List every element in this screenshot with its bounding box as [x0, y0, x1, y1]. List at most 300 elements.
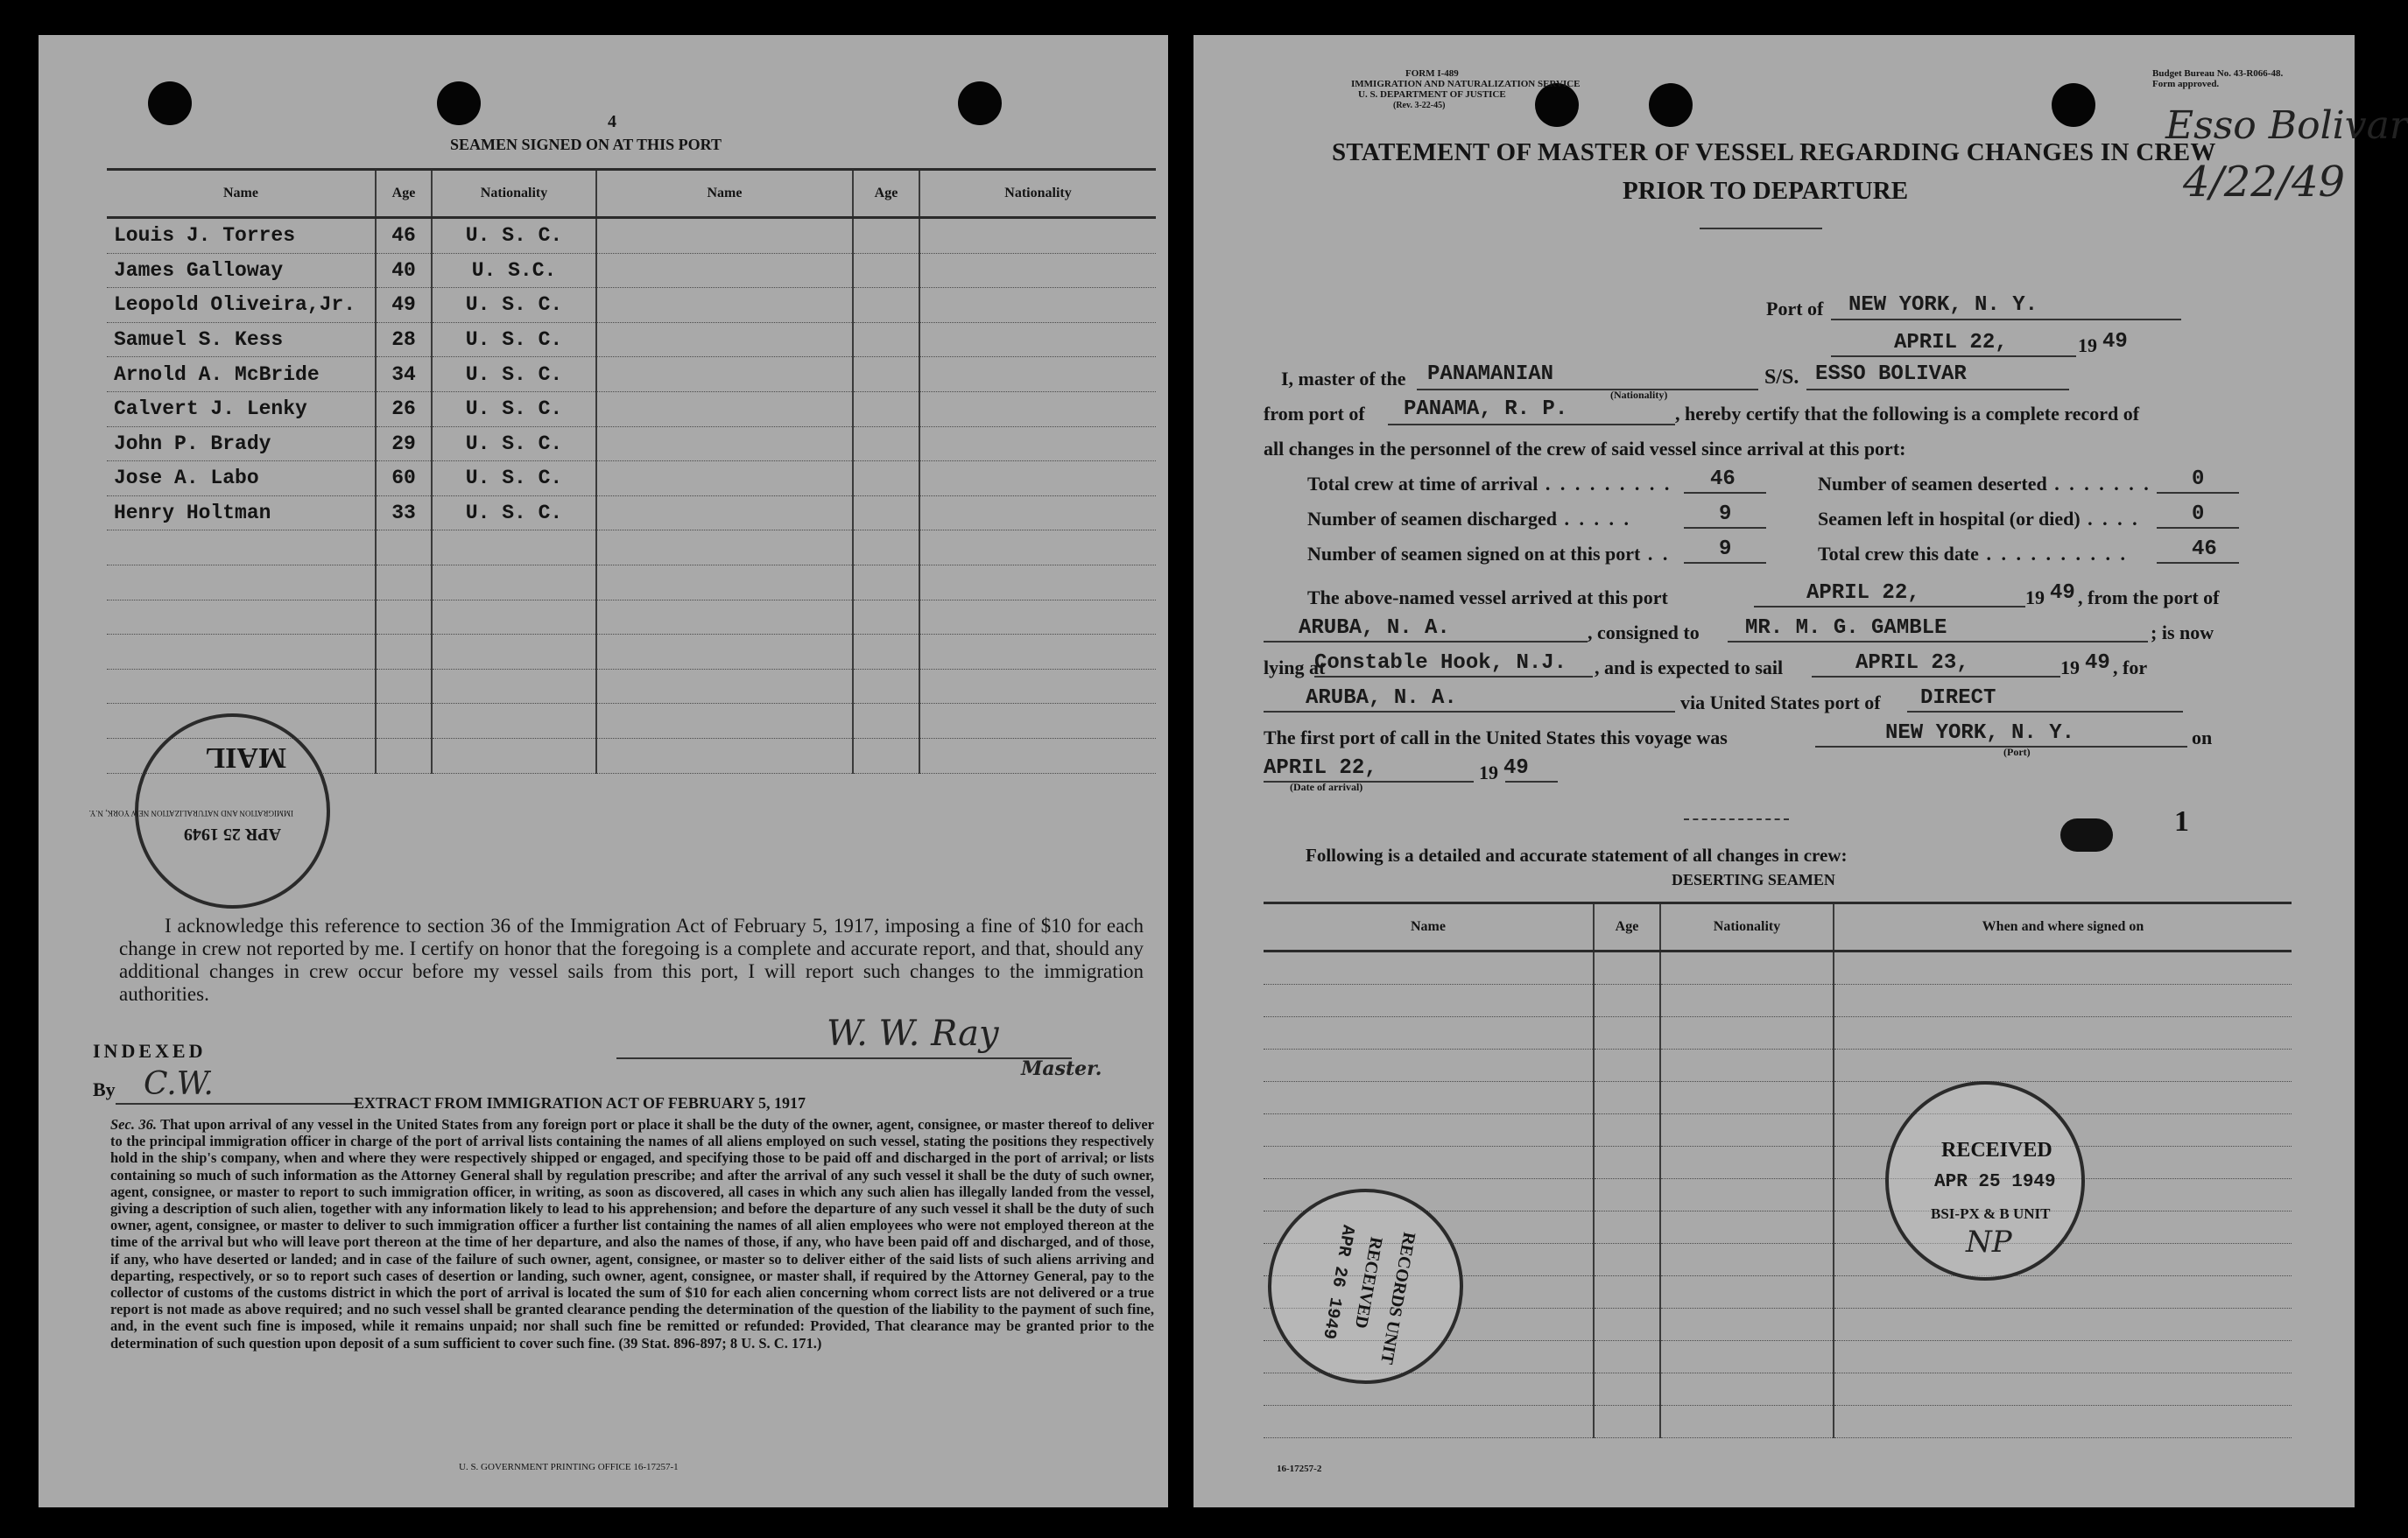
- stamp-date-text: APR 25 1949: [183, 825, 281, 844]
- empty-cell: [596, 322, 853, 357]
- for-label: , for: [2113, 657, 2148, 678]
- empty-cell: [919, 704, 1156, 739]
- table-row: [107, 391, 1156, 426]
- seaman-nationality: U. S. C.: [432, 322, 596, 357]
- empty-cell: [596, 738, 853, 773]
- seaman-name: Leopold Oliveira,Jr.: [107, 288, 376, 323]
- column-header: Name: [1264, 903, 1594, 952]
- agency: IMMIGRATION AND NATURALIZATION SERVICE: [1351, 79, 1581, 89]
- empty-cell: [1834, 1341, 2292, 1373]
- empty-cell: [853, 218, 919, 254]
- stat-signed-on-label: Number of seamen signed on at this port: [1307, 543, 1641, 565]
- stat-line: [1684, 527, 1766, 529]
- stat-line: [2157, 527, 2239, 529]
- page-number: 4: [608, 112, 616, 131]
- table-row: [107, 461, 1156, 496]
- seaman-name: Samuel S. Kess: [107, 322, 376, 357]
- empty-cell: [1594, 1114, 1660, 1147]
- arrived-year: 49: [2050, 581, 2075, 605]
- column-header: Nationality: [1660, 903, 1834, 952]
- table-row: [1264, 952, 2292, 985]
- empty-cell: [596, 495, 853, 530]
- sail-date: APRIL 23,: [1855, 651, 1969, 675]
- table-row: [107, 253, 1156, 288]
- master-of-label: I, master of the: [1281, 368, 1406, 390]
- printing-code: 16-17257-2: [1277, 1464, 1322, 1474]
- empty-cell: [432, 704, 596, 739]
- seaman-nationality: U. S. C.: [432, 218, 596, 254]
- empty-cell: [596, 461, 853, 496]
- seaman-age: 46: [376, 218, 432, 254]
- stat-line: [1684, 562, 1766, 564]
- arrival-year: 49: [1503, 756, 1529, 780]
- empty-cell: [1594, 1017, 1660, 1050]
- arrival-year-line: [1505, 781, 1558, 783]
- empty-cell: [596, 704, 853, 739]
- column-header: Age: [1594, 903, 1660, 952]
- arrived-label: The above-named vessel arrived at this port: [1307, 586, 1668, 608]
- empty-cell: [1594, 985, 1660, 1017]
- from-port-label: from port of: [1264, 403, 1365, 425]
- empty-cell: [376, 669, 432, 704]
- empty-cell: [432, 635, 596, 670]
- empty-cell: [432, 565, 596, 600]
- empty-cell: [107, 635, 376, 670]
- empty-cell: [1834, 1017, 2292, 1050]
- empty-cell: [1660, 1244, 1834, 1276]
- empty-cell: [376, 635, 432, 670]
- department: U. S. DEPARTMENT OF JUSTICE: [1358, 89, 1506, 100]
- rev: (Rev. 3-22-45): [1393, 101, 1446, 110]
- stat-hospital-label: Seamen left in hospital (or died): [1818, 508, 2081, 530]
- stat-discharged-value: 9: [1719, 502, 1732, 526]
- indexed-line: [116, 1103, 356, 1105]
- nationality-value: PANAMANIAN: [1427, 362, 1554, 386]
- stat-hospital-value: 0: [2192, 502, 2205, 526]
- nationality-line: [1417, 389, 1758, 390]
- deserting-title: DESERTING SEAMEN: [1672, 871, 1835, 888]
- empty-cell: [1594, 1244, 1660, 1276]
- empty-cell: [596, 600, 853, 635]
- table-header-row: [1264, 903, 2292, 952]
- table-row: [107, 669, 1156, 704]
- table-row: [107, 322, 1156, 357]
- sail-line: [1812, 676, 2060, 678]
- table-row: [107, 218, 1156, 254]
- empty-cell: [919, 565, 1156, 600]
- empty-cell: [919, 391, 1156, 426]
- empty-cell: [853, 461, 919, 496]
- empty-cell: [853, 635, 919, 670]
- certify-text: , hereby certify that the following is a complete record of: [1675, 403, 2140, 425]
- empty-cell: [1660, 985, 1834, 1017]
- consigned-label: , consigned to: [1588, 622, 1700, 643]
- table-row: [107, 565, 1156, 600]
- seaman-age: 40: [376, 253, 432, 288]
- table-row: [1264, 1082, 2292, 1114]
- is-now: ; is now: [2151, 622, 2214, 643]
- stat-deserted-label: Number of seamen deserted: [1818, 473, 2047, 495]
- empty-cell: [596, 357, 853, 392]
- stamp-mail-text: MAIL: [205, 741, 286, 774]
- punch-hole: [1535, 83, 1579, 127]
- empty-cell: [1660, 1406, 1834, 1438]
- table-row: [1264, 1406, 2292, 1438]
- port-of-value: NEW YORK, N. Y.: [1848, 293, 2038, 317]
- column-header: Age: [853, 170, 919, 218]
- right-page: FORM I-489 IMMIGRATION AND NATURALIZATION SERVICE U. S. DEPARTMENT OF JUSTICE (Rev. 3-22-45) Budget Bureau No. 43-R066-48. Form approved. Esso Bolivar 4/22/49 STATEMENT OF MASTER OF VESSEL REGARDING CHANGES IN CREW PRIOR TO DEPARTURE Port of NEW YORK, N. Y. APRIL 22, 19 49 I, master of the PANAMANIAN (Nationality) S/S. ESSO BOLIVAR from port of PANAMA, R. P. , hereby certify that the following is a complete record of all changes in the personnel of the crew of said vessel since arrival at this port: Total crew at time of arrival . . . . . . . . . 46 Number of seamen deserted . . . . . . . 0 Number of seamen discharged . . . . . 9 Seamen left in hospital (or died) . . . . 0 Number of seamen signed on at this port . . 9 Total crew this date . . . . . . . . . . 46 The above-named vessel arrived at this port APRIL 22, 19 49 , from the port of ARUBA, N. A. , consigned to MR. M. G. GAMBLE ; is now lying at Constable Hook, N.J. , and is expected to sail APRIL 23, 19 49 , for ARUBA, N. A. via United States port of DIRECT The first port of call in the United States this voyage was NEW YORK, N. Y. (Port) on APRIL 22, (Date of arrival) 19 49 1 Following is a detailed and accurate statement of all changes in crew: DESERTING SEAMEN Name Age Nationality When and where signed on RECEIVED APR 25 1949 BSI-PX & B UNIT NP RECORDS UNIT RECEIVED APR 26 1949 16-17257-2: [1193, 35, 2355, 1507]
- empty-cell: [853, 738, 919, 773]
- punch-hole: [148, 81, 192, 125]
- stat-line: [2157, 492, 2239, 494]
- mail-stamp: [88, 713, 330, 909]
- table-row: [1264, 1017, 2292, 1050]
- empty-cell: [432, 600, 596, 635]
- lying-at-value: Constable Hook, N.J.: [1314, 651, 1567, 675]
- seaman-age: 28: [376, 322, 432, 357]
- budget-bureau: Budget Bureau No. 43-R066-48.: [2152, 68, 2284, 79]
- master-label: Master.: [1021, 1057, 1102, 1080]
- table-row: [107, 635, 1156, 670]
- empty-cell: [1660, 1082, 1834, 1114]
- table-row: [107, 357, 1156, 392]
- from-port-2: ARUBA, N. A.: [1299, 616, 1450, 640]
- title-rule: [1700, 228, 1822, 229]
- empty-cell: [853, 565, 919, 600]
- empty-cell: [596, 426, 853, 461]
- empty-cell: [1834, 1082, 2292, 1114]
- empty-cell: [1834, 1244, 2292, 1276]
- empty-cell: [919, 461, 1156, 496]
- empty-cell: [107, 669, 376, 704]
- empty-cell: [1660, 1179, 1834, 1211]
- empty-cell: [1834, 1406, 2292, 1438]
- left-page: [39, 35, 1168, 1507]
- table-row: [1264, 1114, 2292, 1147]
- seaman-age: 60: [376, 461, 432, 496]
- empty-cell: [1264, 1082, 1594, 1114]
- stat-arrival-value: 46: [1710, 467, 1736, 491]
- vessel-prefix: S/S.: [1764, 366, 1799, 389]
- punch-hole: [2052, 83, 2095, 127]
- section-36-body: That upon arrival of any vessel in the United States from any foreign port or place it shall be the duty of the owner, agent, consignee, or master thereof to deliver to the principal immigration officer in charge of the port of arrival lists containing the names of all aliens employed on such vessel, stating the positions they respectively hold in the ship's company, when and where they were respectively shipped or engaged, and specifying those to be paid off and discharged in the port of arrival; or lists containing so much of such information as the Attorney General shall by regulation prescribe; and after the arrival of any such vessel it shall be the duty of such owner, agent, consignee, or master to report to such immigration officer, in writing, as soon as discovered, all cases in which any such alien has illegally landed from the vessel, giving a description of such alien, together with any information likely to lead to his apprehension; and before the departure of any such vessel it shall be the duty of such owner, agent, consignee, or master to deliver to such immigration officer a further list containing the names of all alien employees who were not employed thereon at the time of the arrival but who will leave port thereon at the time of her departure, and also the names of those, if any, who have been paid off and discharged, and of those, if any, who have deserted or landed; and in case of the failure of such owner, agent, consignee, or master so to deliver either of the said lists of such aliens arriving and departing, respectively, or so to report such cases of desertion or landing, such owner, agent, consignee, or master shall, if required by the Attorney General, pay to the collector of customs of the customs district in which the port of arrival is located the sum of $10 for each alien concerning whom correct lists are not delivered or a true report is not made as above required; and no such vessel shall be granted clearance pending the determination of the question of the liability to the payment of such fine, and, in the event such fine is imposed, while it remains unpaid; nor shall such fine be remitted or refunded: Provided, That clearance may be granted prior to the determination of such question upon deposit of a sum sufficient to cover such fine. (39 Stat. 896-897; 8 U. S. C. 171.): [110, 1116, 1155, 1352]
- empty-cell: [1834, 1050, 2292, 1082]
- empty-cell: [596, 530, 853, 565]
- port-caption: (Port): [2003, 746, 2031, 758]
- arrived-date: APRIL 22,: [1806, 581, 1920, 605]
- lying-at-label: lying at: [1264, 657, 1326, 678]
- empty-cell: [1834, 1373, 2292, 1406]
- empty-cell: [1594, 1341, 1660, 1373]
- empty-cell: [107, 600, 376, 635]
- empty-cell: [919, 600, 1156, 635]
- from-the-port-of: , from the port of: [2078, 586, 2220, 608]
- table-row: [1264, 1147, 2292, 1179]
- empty-cell: [853, 495, 919, 530]
- seaman-nationality: U. S. C.: [432, 495, 596, 530]
- statement-date: APRIL 22,: [1894, 331, 2008, 355]
- punch-hole: [1649, 83, 1693, 127]
- empty-cell: [919, 288, 1156, 323]
- empty-cell: [1834, 985, 2292, 1017]
- empty-cell: [919, 357, 1156, 392]
- following-text: Following is a detailed and accurate statement of all changes in crew:: [1306, 845, 1848, 866]
- empty-cell: [853, 704, 919, 739]
- empty-cell: [432, 530, 596, 565]
- empty-cell: [1264, 1147, 1594, 1179]
- empty-cell: [596, 635, 853, 670]
- empty-cell: [1594, 1373, 1660, 1406]
- table-row: [107, 426, 1156, 461]
- empty-cell: [919, 530, 1156, 565]
- empty-cell: [1264, 1017, 1594, 1050]
- seaman-name: Louis J. Torres: [107, 218, 376, 254]
- empty-cell: [596, 565, 853, 600]
- nationality-caption: (Nationality): [1610, 389, 1668, 401]
- arrival-caption: (Date of arrival): [1290, 781, 1363, 793]
- seaman-age: 29: [376, 426, 432, 461]
- via-line: [1907, 711, 2183, 713]
- empty-cell: [1660, 1341, 1834, 1373]
- indexed-label: INDEXED: [93, 1040, 207, 1062]
- empty-cell: [853, 391, 919, 426]
- arrived-line: [1754, 606, 2025, 607]
- first-port-label: The first port of call in the United States this voyage was: [1264, 727, 1728, 748]
- arrival-date: APRIL 22,: [1264, 756, 1377, 780]
- empty-cell: [1264, 1114, 1594, 1147]
- table-row: [1264, 1373, 2292, 1406]
- empty-cell: [376, 565, 432, 600]
- empty-cell: [432, 669, 596, 704]
- vessel-name: ESSO BOLIVAR: [1815, 362, 1967, 386]
- empty-cell: [919, 738, 1156, 773]
- signature-line: [616, 1057, 1072, 1059]
- seaman-nationality: U. S. C.: [432, 461, 596, 496]
- seaman-name: Henry Holtman: [107, 495, 376, 530]
- section-36-text: [110, 1116, 1154, 1352]
- empty-cell: [596, 391, 853, 426]
- empty-cell: [1264, 952, 1594, 985]
- seaman-nationality: U. S. C.: [432, 357, 596, 392]
- stamp2-date: APR 26 1949: [1318, 1223, 1358, 1341]
- empty-cell: [853, 253, 919, 288]
- empty-cell: [1264, 1406, 1594, 1438]
- empty-cell: [853, 322, 919, 357]
- stat-discharged-label: Number of seamen discharged: [1307, 508, 1557, 530]
- received-stamp: RECEIVED APR 25 1949 BSI-PX & B UNIT NP: [1885, 1081, 2085, 1281]
- empty-cell: [919, 322, 1156, 357]
- empty-cell: [596, 218, 853, 254]
- stamp-received-date: APR 25 1949: [1934, 1172, 2056, 1192]
- from-port-line: [1388, 424, 1675, 425]
- date-line: [1831, 355, 2076, 357]
- printing-office: U. S. GOVERNMENT PRINTING OFFICE 16-17257-1: [459, 1462, 679, 1472]
- master-signature: W. W. Ray: [827, 1014, 999, 1054]
- empty-cell: [1660, 1114, 1834, 1147]
- empty-cell: [1594, 1082, 1660, 1114]
- seaman-name: Arnold A. McBride: [107, 357, 376, 392]
- lying-at-line: [1314, 676, 1593, 678]
- empty-cell: [853, 426, 919, 461]
- year-prefix: 19: [2078, 334, 2097, 356]
- empty-cell: [1594, 1179, 1660, 1211]
- column-header: Name: [596, 170, 853, 218]
- empty-cell: [919, 495, 1156, 530]
- seaman-nationality: U. S.C.: [432, 253, 596, 288]
- column-header: When and where signed on: [1834, 903, 2292, 952]
- page-mark: 1: [2174, 805, 2189, 838]
- seaman-age: 49: [376, 288, 432, 323]
- seaman-nationality: U. S. C.: [432, 391, 596, 426]
- extract-title: EXTRACT FROM IMMIGRATION ACT OF FEBRUARY 5, 1917: [354, 1094, 806, 1112]
- empty-cell: [1660, 1050, 1834, 1082]
- seaman-name: Calvert J. Lenky: [107, 391, 376, 426]
- empty-cell: [1660, 1211, 1834, 1244]
- statement-year: 49: [2102, 330, 2128, 354]
- empty-cell: [919, 426, 1156, 461]
- stamp-unit: BSI-PX & B UNIT: [1931, 1205, 2051, 1222]
- empty-cell: [1594, 1211, 1660, 1244]
- sail-year: 49: [2085, 651, 2110, 675]
- handwritten-vessel: Esso Bolivar: [2165, 103, 2408, 148]
- empty-cell: [853, 288, 919, 323]
- form-subtitle: PRIOR TO DEPARTURE: [1623, 177, 1909, 205]
- empty-cell: [107, 530, 376, 565]
- empty-cell: [919, 218, 1156, 254]
- indexed-initials: C.W.: [144, 1066, 214, 1102]
- empty-cell: [596, 288, 853, 323]
- empty-cell: [1264, 1050, 1594, 1082]
- empty-cell: [376, 704, 432, 739]
- empty-cell: [1660, 952, 1834, 985]
- stat-line: [1684, 492, 1766, 494]
- stamp2-received: RECEIVED: [1350, 1235, 1386, 1331]
- column-header: Age: [376, 170, 432, 218]
- empty-cell: [1834, 1276, 2292, 1309]
- seaman-age: 33: [376, 495, 432, 530]
- from-port-value: PANAMA, R. P.: [1404, 397, 1568, 421]
- empty-cell: [432, 738, 596, 773]
- on-label: on: [2192, 727, 2213, 748]
- column-header: Nationality: [919, 170, 1156, 218]
- stat-signed-on-value: 9: [1719, 537, 1732, 561]
- table-row: [107, 530, 1156, 565]
- seaman-name: James Galloway: [107, 253, 376, 288]
- port-line: [1831, 319, 2181, 320]
- punch-hole: [958, 81, 1002, 125]
- redaction-mark: [2060, 818, 2113, 852]
- dashed-rule: [1684, 818, 1789, 820]
- destination: ARUBA, N. A.: [1306, 686, 1457, 710]
- empty-cell: [1264, 985, 1594, 1017]
- empty-cell: [1660, 1309, 1834, 1341]
- empty-cell: [853, 357, 919, 392]
- seaman-age: 34: [376, 357, 432, 392]
- table-row: [1264, 1050, 2292, 1082]
- stat-line: [2157, 562, 2239, 564]
- empty-cell: [376, 738, 432, 773]
- empty-cell: [1264, 1373, 1594, 1406]
- empty-cell: [919, 253, 1156, 288]
- seaman-nationality: U. S. C.: [432, 426, 596, 461]
- stat-deserted-value: 0: [2192, 467, 2205, 491]
- form-approved: Form approved.: [2152, 79, 2220, 89]
- empty-cell: [1834, 952, 2292, 985]
- empty-cell: [1594, 1276, 1660, 1309]
- section-title: SEAMEN SIGNED ON AT THIS PORT: [450, 136, 722, 153]
- empty-cell: [376, 530, 432, 565]
- column-header: Name: [107, 170, 376, 218]
- stamp-received: RECEIVED: [1941, 1139, 2052, 1162]
- empty-cell: [1660, 1373, 1834, 1406]
- stat-total-date-label: Total crew this date: [1818, 543, 1979, 565]
- destination-line: [1264, 711, 1675, 713]
- empty-cell: [376, 600, 432, 635]
- empty-cell: [1594, 1406, 1660, 1438]
- form-title: STATEMENT OF MASTER OF VESSEL REGARDING CHANGES IN CREW: [1332, 138, 2216, 166]
- stamp-agency-text: IMMIGRATION AND NATURALIZATION NEW YORK, N.Y.: [88, 809, 293, 818]
- column-header: Nationality: [432, 170, 596, 218]
- handwritten-date: 4/22/49: [2183, 158, 2346, 207]
- seaman-age: 26: [376, 391, 432, 426]
- certify-text-2: all changes in the personnel of the crew of said vessel since arrival at this port:: [1264, 438, 1906, 460]
- empty-cell: [1660, 1276, 1834, 1309]
- table-row: [107, 495, 1156, 530]
- seaman-name: Jose A. Labo: [107, 461, 376, 496]
- table-row: [1264, 985, 2292, 1017]
- via-label: via United States port of: [1680, 692, 1881, 713]
- stat-total-date-value: 46: [2192, 537, 2217, 561]
- consignee-line: [1728, 641, 2148, 643]
- empty-cell: [1594, 1147, 1660, 1179]
- empty-cell: [596, 669, 853, 704]
- table-header-row: [107, 170, 1156, 218]
- empty-cell: [1594, 1050, 1660, 1082]
- empty-cell: [1594, 952, 1660, 985]
- empty-cell: [919, 635, 1156, 670]
- empty-cell: [1834, 1309, 2292, 1341]
- acknowledgment-text: I acknowledge this reference to section 36 of the Immigration Act of February 5, 1917, imposing a fine of $10 for each change in crew not reported by me. I certify on honor that the foregoing is a complete and accurate report, and that, should any additional changes in crew occur before my vessel sails from this port, I will report such changes to the immigration authorities.: [119, 915, 1144, 1005]
- empty-cell: [107, 565, 376, 600]
- empty-cell: [853, 530, 919, 565]
- consignee: MR. M. G. GAMBLE: [1745, 616, 1947, 640]
- section-36-label: Sec. 36.: [110, 1116, 157, 1133]
- seaman-nationality: U. S. C.: [432, 288, 596, 323]
- punch-hole: [437, 81, 481, 125]
- expected-label: , and is expected to sail: [1595, 657, 1784, 678]
- empty-cell: [919, 669, 1156, 704]
- indexed-by-label: By: [93, 1078, 116, 1100]
- vessel-line: [1806, 389, 2069, 390]
- stamp2-unit: RECORDS UNIT: [1377, 1230, 1419, 1366]
- empty-cell: [1660, 1147, 1834, 1179]
- from-port-2-line: [1264, 641, 1588, 643]
- empty-cell: [596, 253, 853, 288]
- via-port: DIRECT: [1920, 686, 1996, 710]
- empty-cell: [1594, 1309, 1660, 1341]
- table-row: [107, 288, 1156, 323]
- first-port-value: NEW YORK, N. Y.: [1885, 721, 2075, 745]
- seaman-name: John P. Brady: [107, 426, 376, 461]
- first-port-line: [1815, 746, 2187, 748]
- empty-cell: [1660, 1017, 1834, 1050]
- seamen-table: [107, 168, 1156, 774]
- stat-arrival-label: Total crew at time of arrival: [1307, 473, 1538, 495]
- table-row: [107, 600, 1156, 635]
- empty-cell: [853, 669, 919, 704]
- port-of-label: Port of: [1766, 298, 1824, 320]
- empty-cell: [853, 600, 919, 635]
